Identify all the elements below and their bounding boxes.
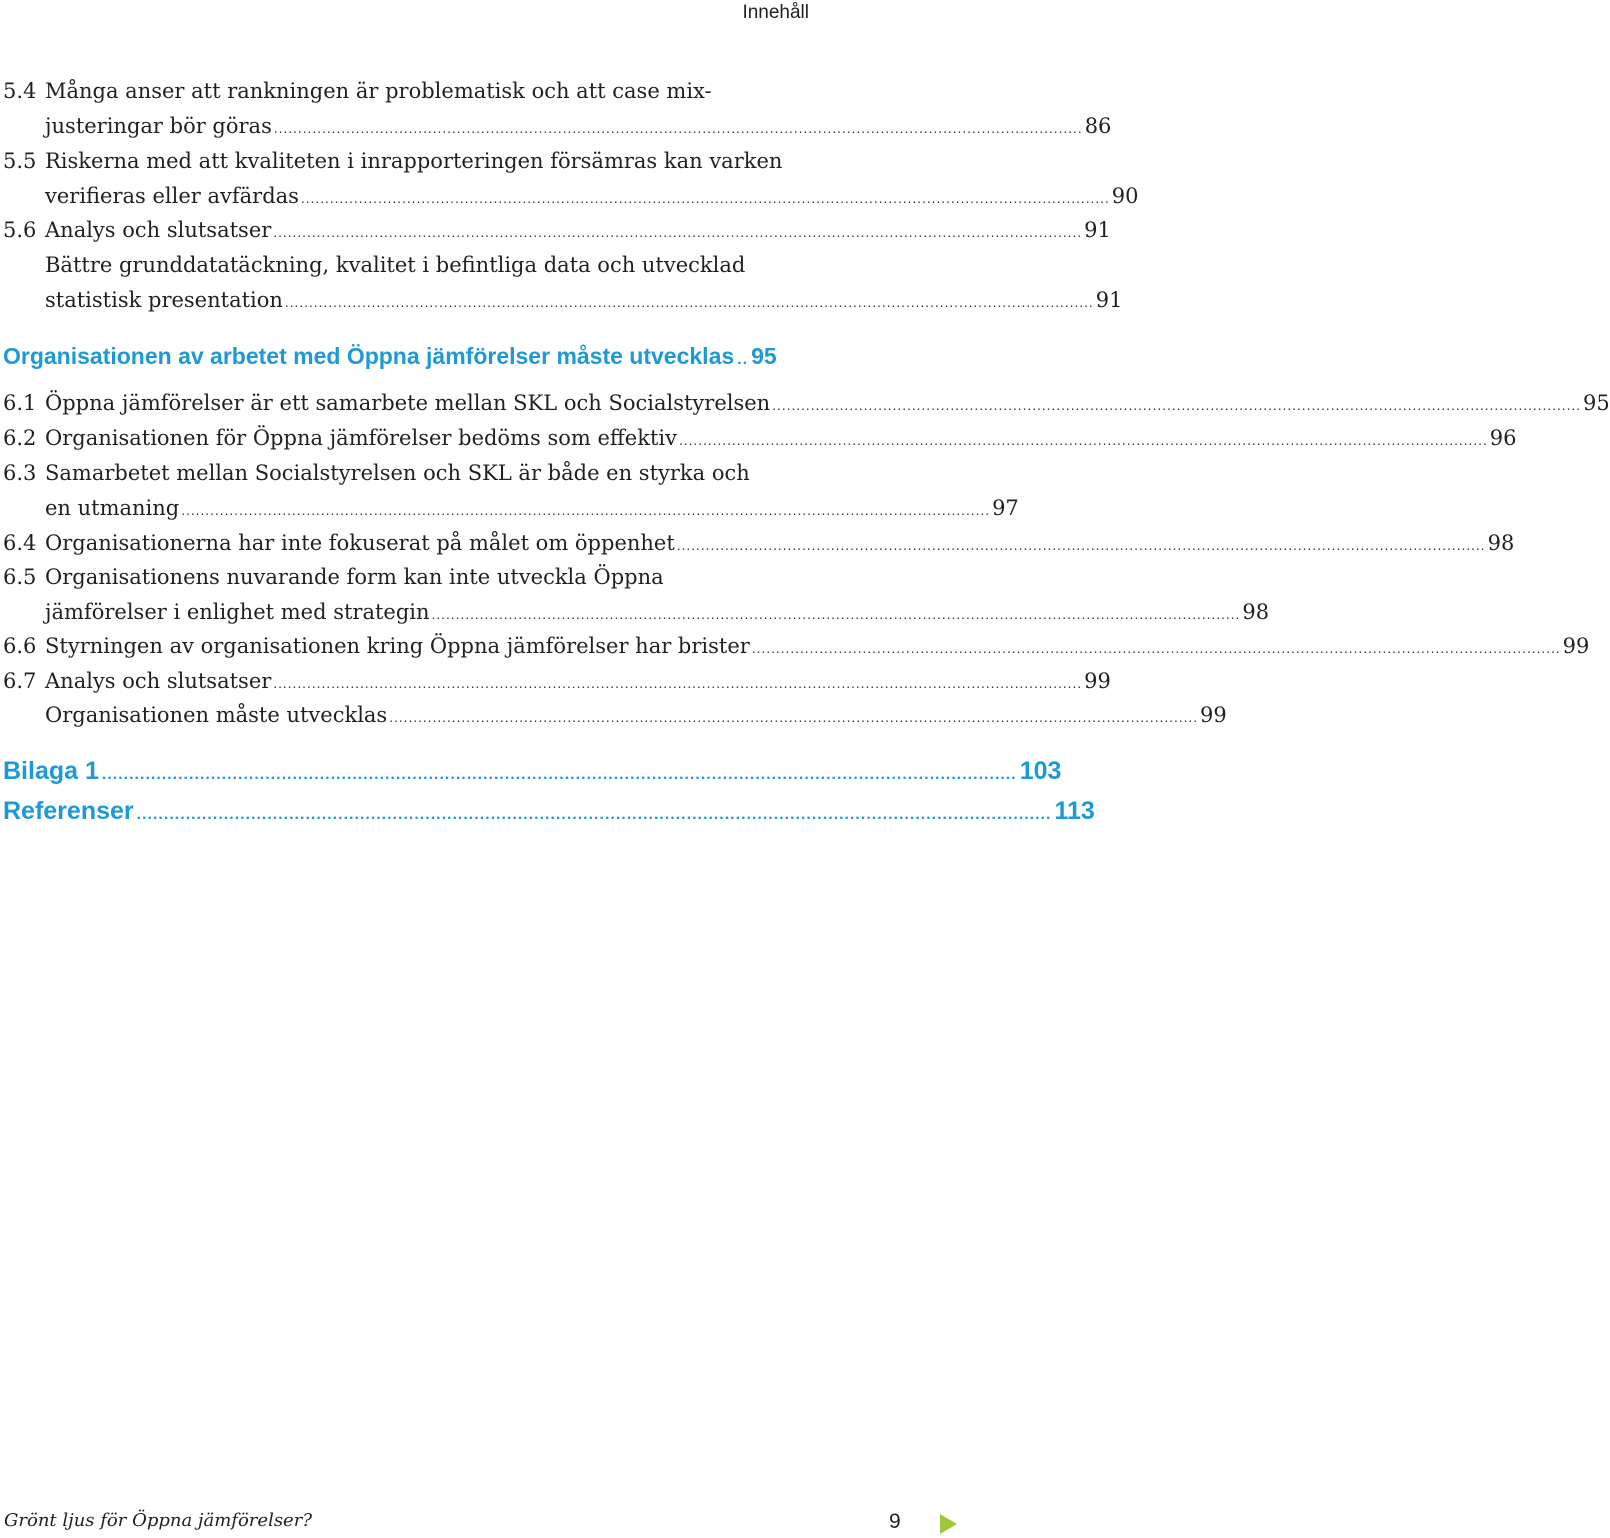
toc-title-cont: statistisk presentation	[45, 285, 285, 315]
toc-entry-6-7[interactable]	[0, 666, 1111, 696]
toc-title: Analys och slutsatser	[45, 666, 273, 696]
toc-title-cont: jämförelser i enlighet med strategin	[45, 597, 432, 627]
toc-page: 90	[1111, 184, 1139, 208]
leader-dots: ........................................................................................................................................................................	[136, 806, 1052, 823]
toc-title: Bättre grunddatatäckning, kvalitet i befintliga data och utvecklad	[45, 253, 746, 277]
leader-dots: ........................................................................................................................................................................	[751, 642, 1561, 656]
toc-entry-5-6[interactable]	[0, 215, 1111, 245]
chapter-page: 103	[1019, 757, 1062, 785]
toc-title: Organisationen för Öppna jämförelser bedöms som effektiv	[45, 423, 679, 453]
toc-entry-5-4-cont[interactable]	[0, 111, 1112, 141]
leader-dots: ..	[737, 351, 749, 368]
toc-number: 5.5	[3, 149, 37, 173]
toc-number: 6.7	[3, 669, 37, 693]
toc-page: 95	[1583, 391, 1610, 415]
chapter-title: Referenser	[3, 797, 134, 825]
toc-entry-6-4[interactable]	[0, 528, 1515, 558]
toc-number: 6.4	[3, 531, 37, 555]
next-page-arrow-icon[interactable]	[940, 1514, 957, 1534]
toc-entry-6-5[interactable]	[0, 562, 808, 592]
chapter-title: Bilaga 1	[3, 757, 99, 785]
leader-dots: ........................................................................................................................................................................	[772, 399, 1582, 413]
toc-title: Organisationerna har inte fokuserat på målet om öppenhet	[45, 528, 677, 558]
leader-dots: ........................................................................................................................................................................	[284, 296, 1094, 310]
toc-title: Styrningen av organisationen kring Öppna jämförelser har brister	[45, 631, 752, 661]
toc-page: 91	[1095, 288, 1123, 312]
footer-page-number: 9	[889, 1510, 901, 1533]
toc-page: 98	[1487, 531, 1515, 555]
toc-entry-5-5-cont[interactable]	[0, 181, 1139, 211]
toc-number: 6.2	[3, 426, 37, 450]
toc-page: 91	[1084, 218, 1111, 242]
toc-entry-5-5[interactable]	[0, 146, 808, 176]
toc-entry-6-5-cont[interactable]	[0, 597, 1270, 627]
toc-chapter-organisationen[interactable]	[3, 338, 809, 374]
leader-dots: ........................................................................................................................................................................	[300, 192, 1110, 206]
toc-title: Analys och slutsatser	[45, 215, 273, 245]
toc-number: 6.1	[3, 391, 37, 415]
chapter-page: 113	[1054, 797, 1095, 825]
toc-entry-6-6[interactable]	[0, 631, 1590, 661]
toc-title-cont: justeringar bör göras	[45, 111, 274, 141]
toc-page: 96	[1489, 426, 1517, 450]
toc-page: 86	[1084, 114, 1112, 138]
leader-dots: ........................................................................................................................................................................	[678, 434, 1488, 448]
toc-entry-6-2[interactable]	[0, 423, 1517, 453]
leader-dots: ........................................................................................................................................................................	[389, 711, 1199, 725]
leader-dots: ........................................................................................................................................................................	[273, 677, 1083, 691]
toc-page: 99	[1562, 634, 1590, 658]
toc-page: 98	[1242, 600, 1270, 624]
toc-number: 6.6	[3, 634, 37, 658]
toc-title: Organisationens nuvarande form kan inte utveckla Öppna	[45, 565, 664, 589]
toc-entry-5-4[interactable]	[0, 76, 808, 106]
toc-entry-6-3[interactable]	[0, 458, 808, 488]
leader-dots: ........................................................................................................................................................................	[181, 504, 991, 518]
toc-title-cont: verifieras eller avfärdas	[45, 181, 301, 211]
toc-page: 99	[1200, 703, 1227, 727]
toc-subentry-grunddata-cont[interactable]	[0, 285, 1123, 315]
toc-title: Riskerna med att kvaliteten i inrapporteringen försämras kan varken	[45, 149, 783, 173]
toc-title: Många anser att rankningen är problematisk och att case mix-	[45, 79, 712, 103]
footer-document-title: Grönt ljus för Öppna jämförelser?	[4, 1510, 312, 1531]
toc-subentry-organisationen[interactable]	[0, 700, 1227, 730]
toc-number: 6.3	[3, 461, 37, 485]
toc-number: 5.4	[3, 79, 37, 103]
toc-title-cont: en utmaning	[45, 493, 181, 523]
toc-number: 6.5	[3, 565, 37, 589]
leader-dots: ........................................................................................................................................................................	[676, 539, 1486, 553]
toc-subentry-grunddata[interactable]	[0, 250, 808, 280]
leader-dots: ........................................................................................................................................................................	[101, 766, 1017, 783]
toc-number: 5.6	[3, 218, 37, 242]
toc-page: 99	[1084, 669, 1111, 693]
running-header: Innehåll	[742, 2, 809, 23]
toc-title: Organisationen måste utvecklas	[45, 700, 389, 730]
toc-chapter-referenser[interactable]	[3, 793, 1095, 829]
chapter-title: Organisationen av arbetet med Öppna jämförelser måste utvecklas	[3, 343, 735, 369]
toc-title: Samarbetet mellan Socialstyrelsen och SKL är både en styrka och	[45, 461, 750, 485]
toc-entry-6-1[interactable]	[0, 388, 1610, 418]
leader-dots: ........................................................................................................................................................................	[431, 608, 1241, 622]
toc-page: 97	[992, 496, 1019, 520]
leader-dots: ........................................................................................................................................................................	[273, 226, 1083, 240]
leader-dots: ........................................................................................................................................................................	[273, 122, 1083, 136]
toc-title: Öppna jämförelser är ett samarbete mellan SKL och Socialstyrelsen	[45, 388, 772, 418]
toc-entry-6-3-cont[interactable]	[0, 493, 1019, 523]
chapter-page: 95	[751, 343, 777, 369]
toc-chapter-bilaga[interactable]	[3, 753, 1062, 789]
